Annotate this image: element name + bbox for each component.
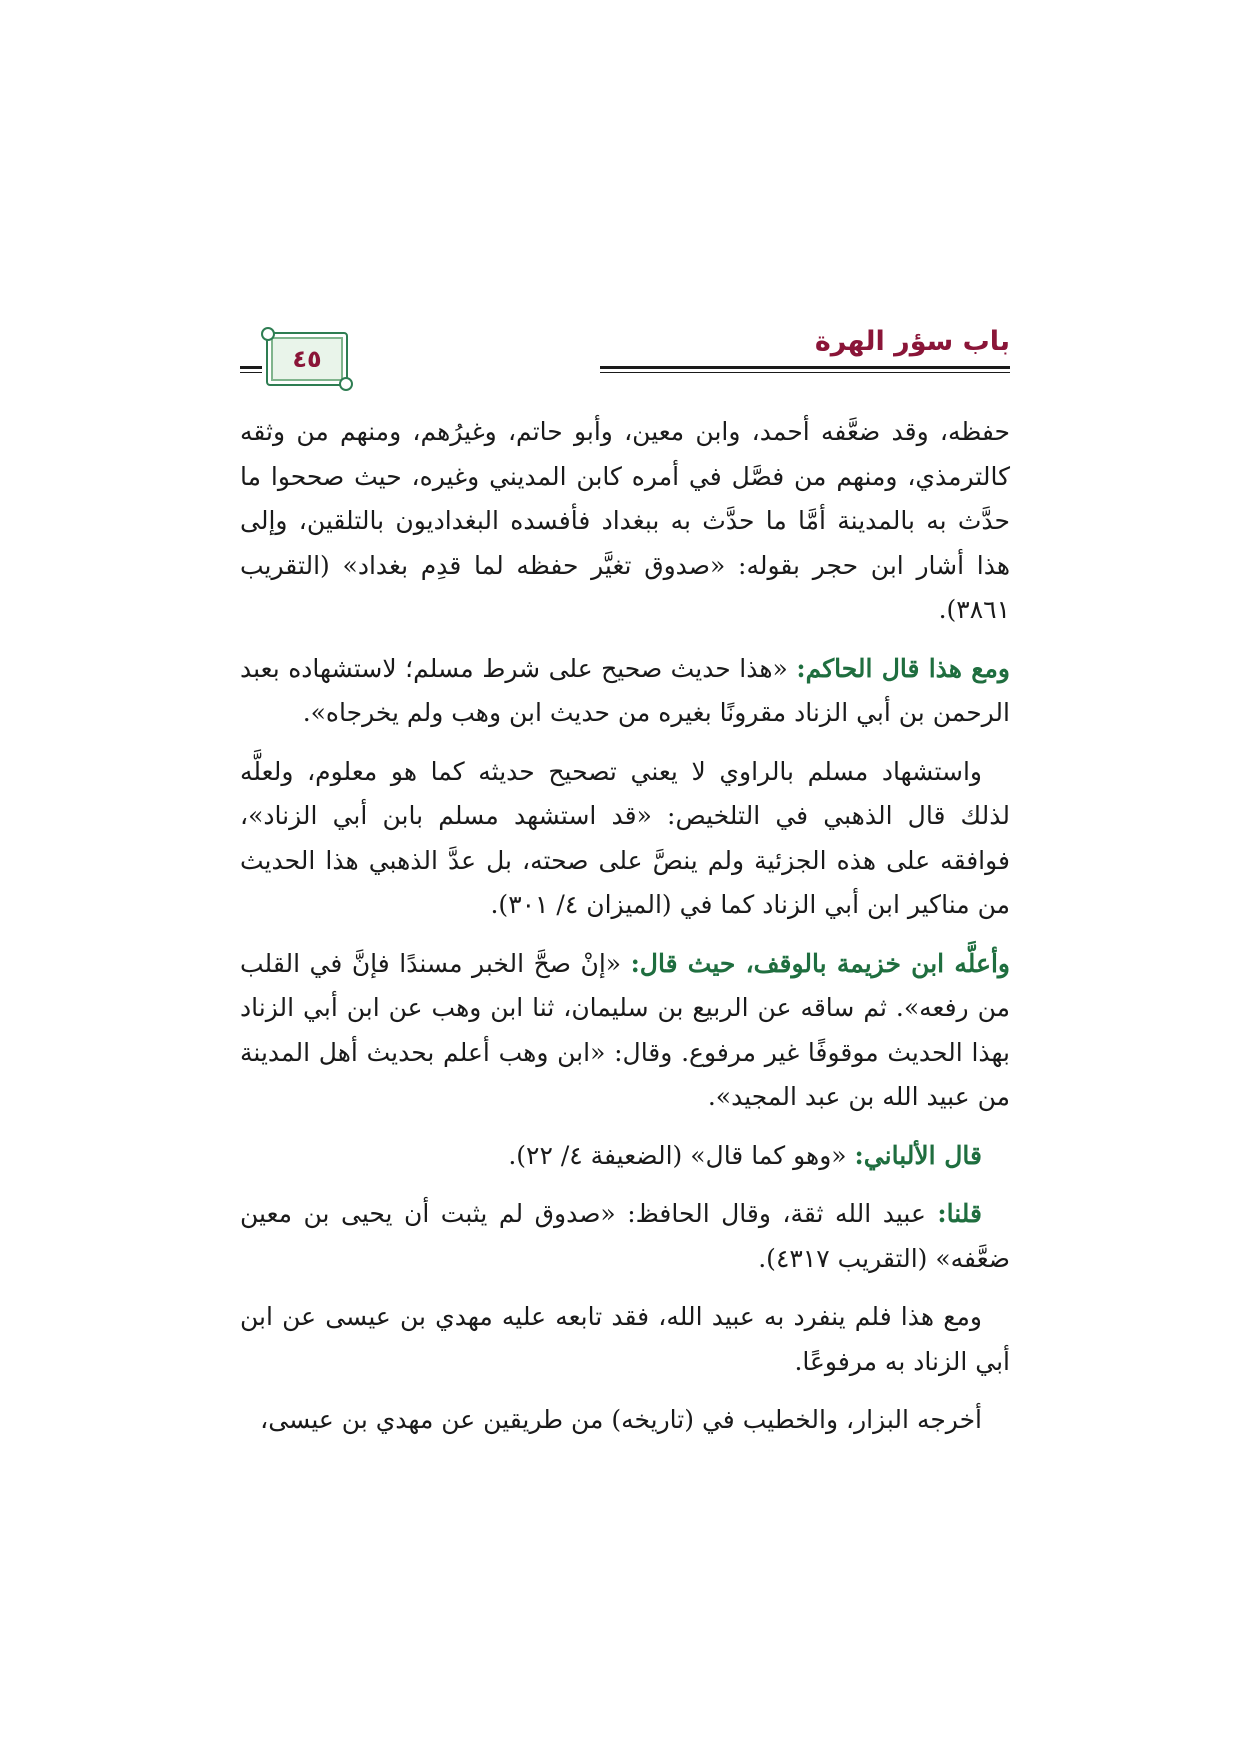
paragraph-text: واستشهاد مسلم بالراوي لا يعني تصحيح حديثه كما هو معلوم، ولعلَّه لذلك قال الذهبي في التلخيص: «قد استشهد مسلم بابن أبي الزناد»، فوافقه على هذه الجزئية ولم ينصَّ على صحته، بل عدَّ الذهبي هذا الحديث من مناكير ابن أبي الزناد كما في (الميزان ٤/ ٣٠١). [240,756,1010,919]
paragraph-3 [240,750,1010,928]
paragraph-text: «إنْ صحَّ الخبر مسندًا فإنَّ في القلب من رفعه». ثم ساقه عن الربيع بن سليمان، ثنا ابن وهب عن ابن أبي الزناد بهذا الحديث موقوفًا غير مرفوع. وقال: «ابن وهب أعلم بحديث أهل المدينة من عبيد الله بن عبد المجيد». [240,948,1010,1111]
header-rule-left-thin [240,372,262,373]
header-rule-left-thick [240,366,262,369]
paragraph-text: «وهو كما قال» (الضعيفة ٤/ ٢٢). [508,1140,855,1170]
paragraph-7 [240,1295,1010,1384]
paragraph-lead: قلنا: [937,1199,982,1228]
paragraph-6 [240,1192,1010,1281]
body-text [240,410,1010,1457]
paragraph-8 [240,1398,1010,1443]
header-rule-thick [600,366,1010,369]
paragraph-text: عبيد الله ثقة، وقال الحافظ: «صدوق لم يثبت أن يحيى بن معين ضعَّفه» (التقريب ٤٣١٧). [240,1199,1010,1273]
chapter-title: باب سؤر الهرة [814,326,1010,357]
paragraph-lead: وأعلَّه ابن خزيمة بالوقف، حيث قال: [630,948,1010,978]
paragraph-lead: قال الألباني: [854,1140,982,1170]
paragraph-4 [240,942,1010,1120]
paragraph-text: حفظه، وقد ضعَّفه أحمد، وابن معين، وأبو حاتم، وغيرُهم، ومنهم من وثقه كالترمذي، ومنهم من فصَّل في أمره كابن المديني وغيره، حيث صححوا ما حدَّث به بالمدينة أمَّا ما حدَّث به ببغداد فأفسده البغداديون بالتلقين، وإلى هذا أشار ابن حجر بقوله: «صدوق تغيَّر حفظه لما قدِم بغداد» (التقريب ٣٨٦١). [240,417,1010,624]
page-number: ٤٥ [292,345,322,373]
paragraph-1 [240,410,1010,633]
paragraph-5 [240,1134,1010,1179]
paragraph-2 [240,647,1010,736]
page-header [240,316,1010,388]
header-rule-thin [600,372,1010,373]
page-number-badge [266,332,348,386]
paragraph-text: «هذا حديث صحيح على شرط مسلم؛ لاستشهاده بعبد الرحمن بن أبي الزناد مقرونًا بغيره من حديث ابن وهب ولم يخرجاه». [240,653,1010,727]
paragraph-text: ومع هذا فلم ينفرد به عبيد الله، فقد تابعه عليه مهدي بن عيسى عن ابن أبي الزناد به مرفوعًا. [240,1302,1010,1376]
paragraph-lead: ومع هذا قال الحاكم: [796,653,1010,683]
paragraph-text: أخرجه البزار، والخطيب في (تاريخه) من طريقين عن مهدي بن عيسى، [260,1405,982,1434]
